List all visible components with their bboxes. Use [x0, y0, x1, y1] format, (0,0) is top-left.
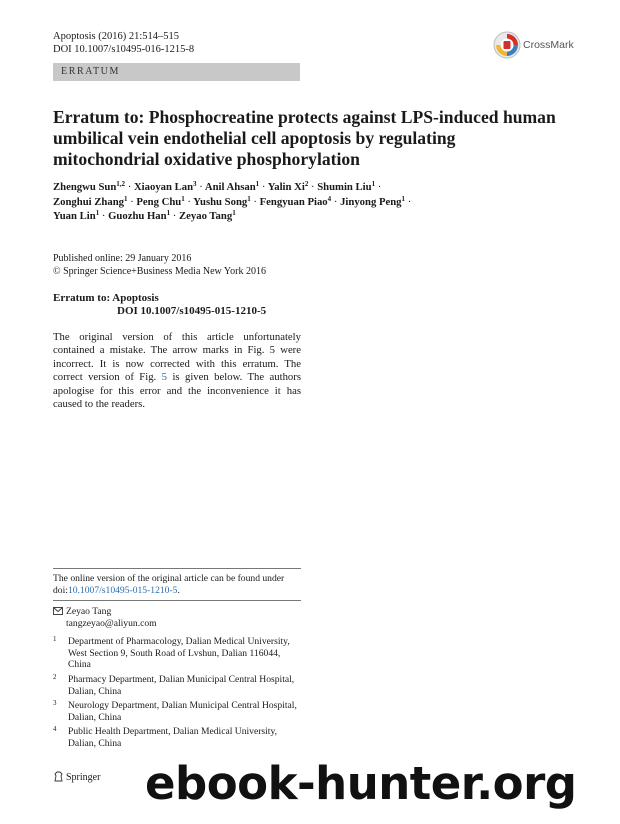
affiliation-line: Pharmacy Department, Dalian Municipal Central Hospital,: [68, 674, 295, 685]
affiliation-number: 1: [53, 635, 57, 643]
affiliation-line: Department of Pharmacology, Dalian Medical University,: [68, 636, 290, 647]
author-separator: ·: [333, 195, 338, 208]
author-affiliation-mark: 1: [95, 209, 100, 217]
affiliation-line: Public Health Department, Dalian Medical University,: [68, 726, 278, 737]
affiliation-line: West Section 9, South Road of Lvshun, Dalian 116044,: [68, 647, 281, 659]
figure-link[interactable]: 5: [161, 371, 168, 384]
author-name: Zonghui Zhang: [53, 195, 124, 208]
author-name: Zeyao Tang: [179, 210, 233, 222]
publisher-name: Springer: [66, 772, 101, 783]
online-note-text: The online version of the original article can be found under doi:: [53, 573, 285, 596]
publisher-mark: [53, 771, 100, 783]
author-affiliation-mark: 1: [166, 209, 171, 217]
original-article-link[interactable]: 10.1007/s10495-015-1210-5: [67, 584, 178, 596]
author-separator: ·: [310, 181, 315, 193]
springer-horse-icon: [53, 771, 64, 782]
author-affiliation-mark: 1: [232, 209, 236, 217]
author-name: Anil Ahsan: [204, 181, 256, 193]
contact-divider: [53, 600, 301, 601]
author-separator: ·: [199, 181, 203, 193]
crossmark-icon: [493, 31, 521, 59]
author-separator: ·: [377, 181, 382, 193]
author-separator: ·: [407, 195, 412, 208]
author-affiliation-mark: 1: [255, 180, 260, 188]
author-separator: ·: [172, 210, 177, 222]
affiliation-text: [68, 674, 294, 697]
author-name: Jinyong Peng: [340, 195, 402, 208]
author-affiliation-mark: 4: [327, 194, 332, 203]
online-version-note: [53, 573, 301, 596]
article-title: Erratum to: Phosphocreatine protects against LPS-induced human umbilical vein endothelial cell apoptosis by regulating mitochondrial oxidative phosphorylation: [53, 107, 556, 169]
erratum-to-label: Erratum to: Apoptosis: [53, 292, 159, 304]
footnote-divider: [53, 568, 301, 569]
crossmark-badge[interactable]: [493, 31, 578, 59]
author-name: Fengyuan Piao: [259, 195, 328, 208]
affiliation-text: [68, 726, 277, 749]
contact-name: Zeyao Tang: [66, 606, 112, 617]
author-name: Yalin Xi: [267, 181, 305, 193]
affiliation-number: 4: [53, 725, 57, 733]
journal-citation: Apoptosis (2016) 21:514–515: [53, 31, 179, 42]
author-separator: ·: [187, 195, 191, 208]
author-name: Xiaoyan Lan: [133, 181, 194, 193]
author-separator: ·: [261, 181, 266, 193]
erratum-reference: [53, 292, 266, 318]
author-affiliation-mark: 1,2: [116, 180, 126, 188]
contact-email[interactable]: tangzeyao@aliyun.com: [66, 617, 157, 629]
author-name: Yuan Lin: [53, 210, 96, 222]
affiliation-line: Dalian, China: [68, 685, 122, 697]
envelope-icon: [53, 607, 63, 615]
author-name: Guozhu Han: [108, 210, 167, 222]
author-affiliation-mark: 1: [247, 194, 251, 203]
published-date: Published online: 29 January 2016: [53, 253, 192, 264]
author-affiliation-mark: 3: [193, 180, 197, 188]
article-type: ERRATUM: [61, 66, 120, 77]
author-name: Zhengwu Sun: [53, 181, 117, 193]
affiliation-line: Neurology Department, Dalian Municipal Central Hospital,: [68, 700, 297, 711]
author-affiliation-mark: 1: [401, 194, 406, 203]
affiliation-number: 3: [53, 699, 57, 707]
author-name: Peng Chu: [136, 195, 182, 208]
author-separator: ·: [130, 195, 134, 208]
author-affiliation-mark: 1: [124, 194, 128, 203]
body-paragraph: [53, 331, 301, 411]
article-type-band: [53, 63, 300, 81]
body-text-part1: The original version of this article unfortunately contained a mistake. The arrow marks in Fig. 5 were incorrect. It is now corrected with this erratum. The correct version of Fig.: [53, 331, 301, 384]
body-text-part2: is given below. The authors apologise for this error and the inconvenience it has caused to the readers.: [53, 371, 301, 411]
affiliation-line: Dalian, China: [68, 737, 122, 749]
journal-citation-block: [53, 30, 194, 56]
author-name: Yushu Song: [193, 195, 248, 208]
crossmark-label: CrossMark: [523, 39, 574, 51]
watermark: ebook-hunter.org: [145, 757, 577, 810]
affiliation-line: Dalian, China: [68, 711, 122, 723]
article-doi: DOI 10.1007/s10495-016-1215-8: [53, 44, 195, 55]
author-affiliation-mark: 1: [371, 180, 376, 188]
affiliation-line: China: [68, 659, 91, 671]
author-separator: ·: [253, 195, 257, 208]
affiliation-number: 2: [53, 673, 57, 681]
affiliation-text: [68, 636, 290, 671]
author-name: Shumin Liu: [317, 181, 372, 193]
copyright: © Springer Science+Business Media New York 2016: [53, 265, 266, 277]
author-affiliation-mark: 1: [181, 194, 185, 203]
affiliation-text: [68, 700, 297, 723]
author-separator: ·: [127, 181, 132, 193]
online-note-period: .: [177, 584, 180, 596]
original-doi: DOI 10.1007/s10495-015-1210-5: [117, 305, 267, 317]
publication-info: [53, 253, 266, 278]
author-list: [53, 180, 473, 224]
author-affiliation-mark: 2: [304, 180, 309, 188]
author-separator: ·: [101, 210, 106, 222]
